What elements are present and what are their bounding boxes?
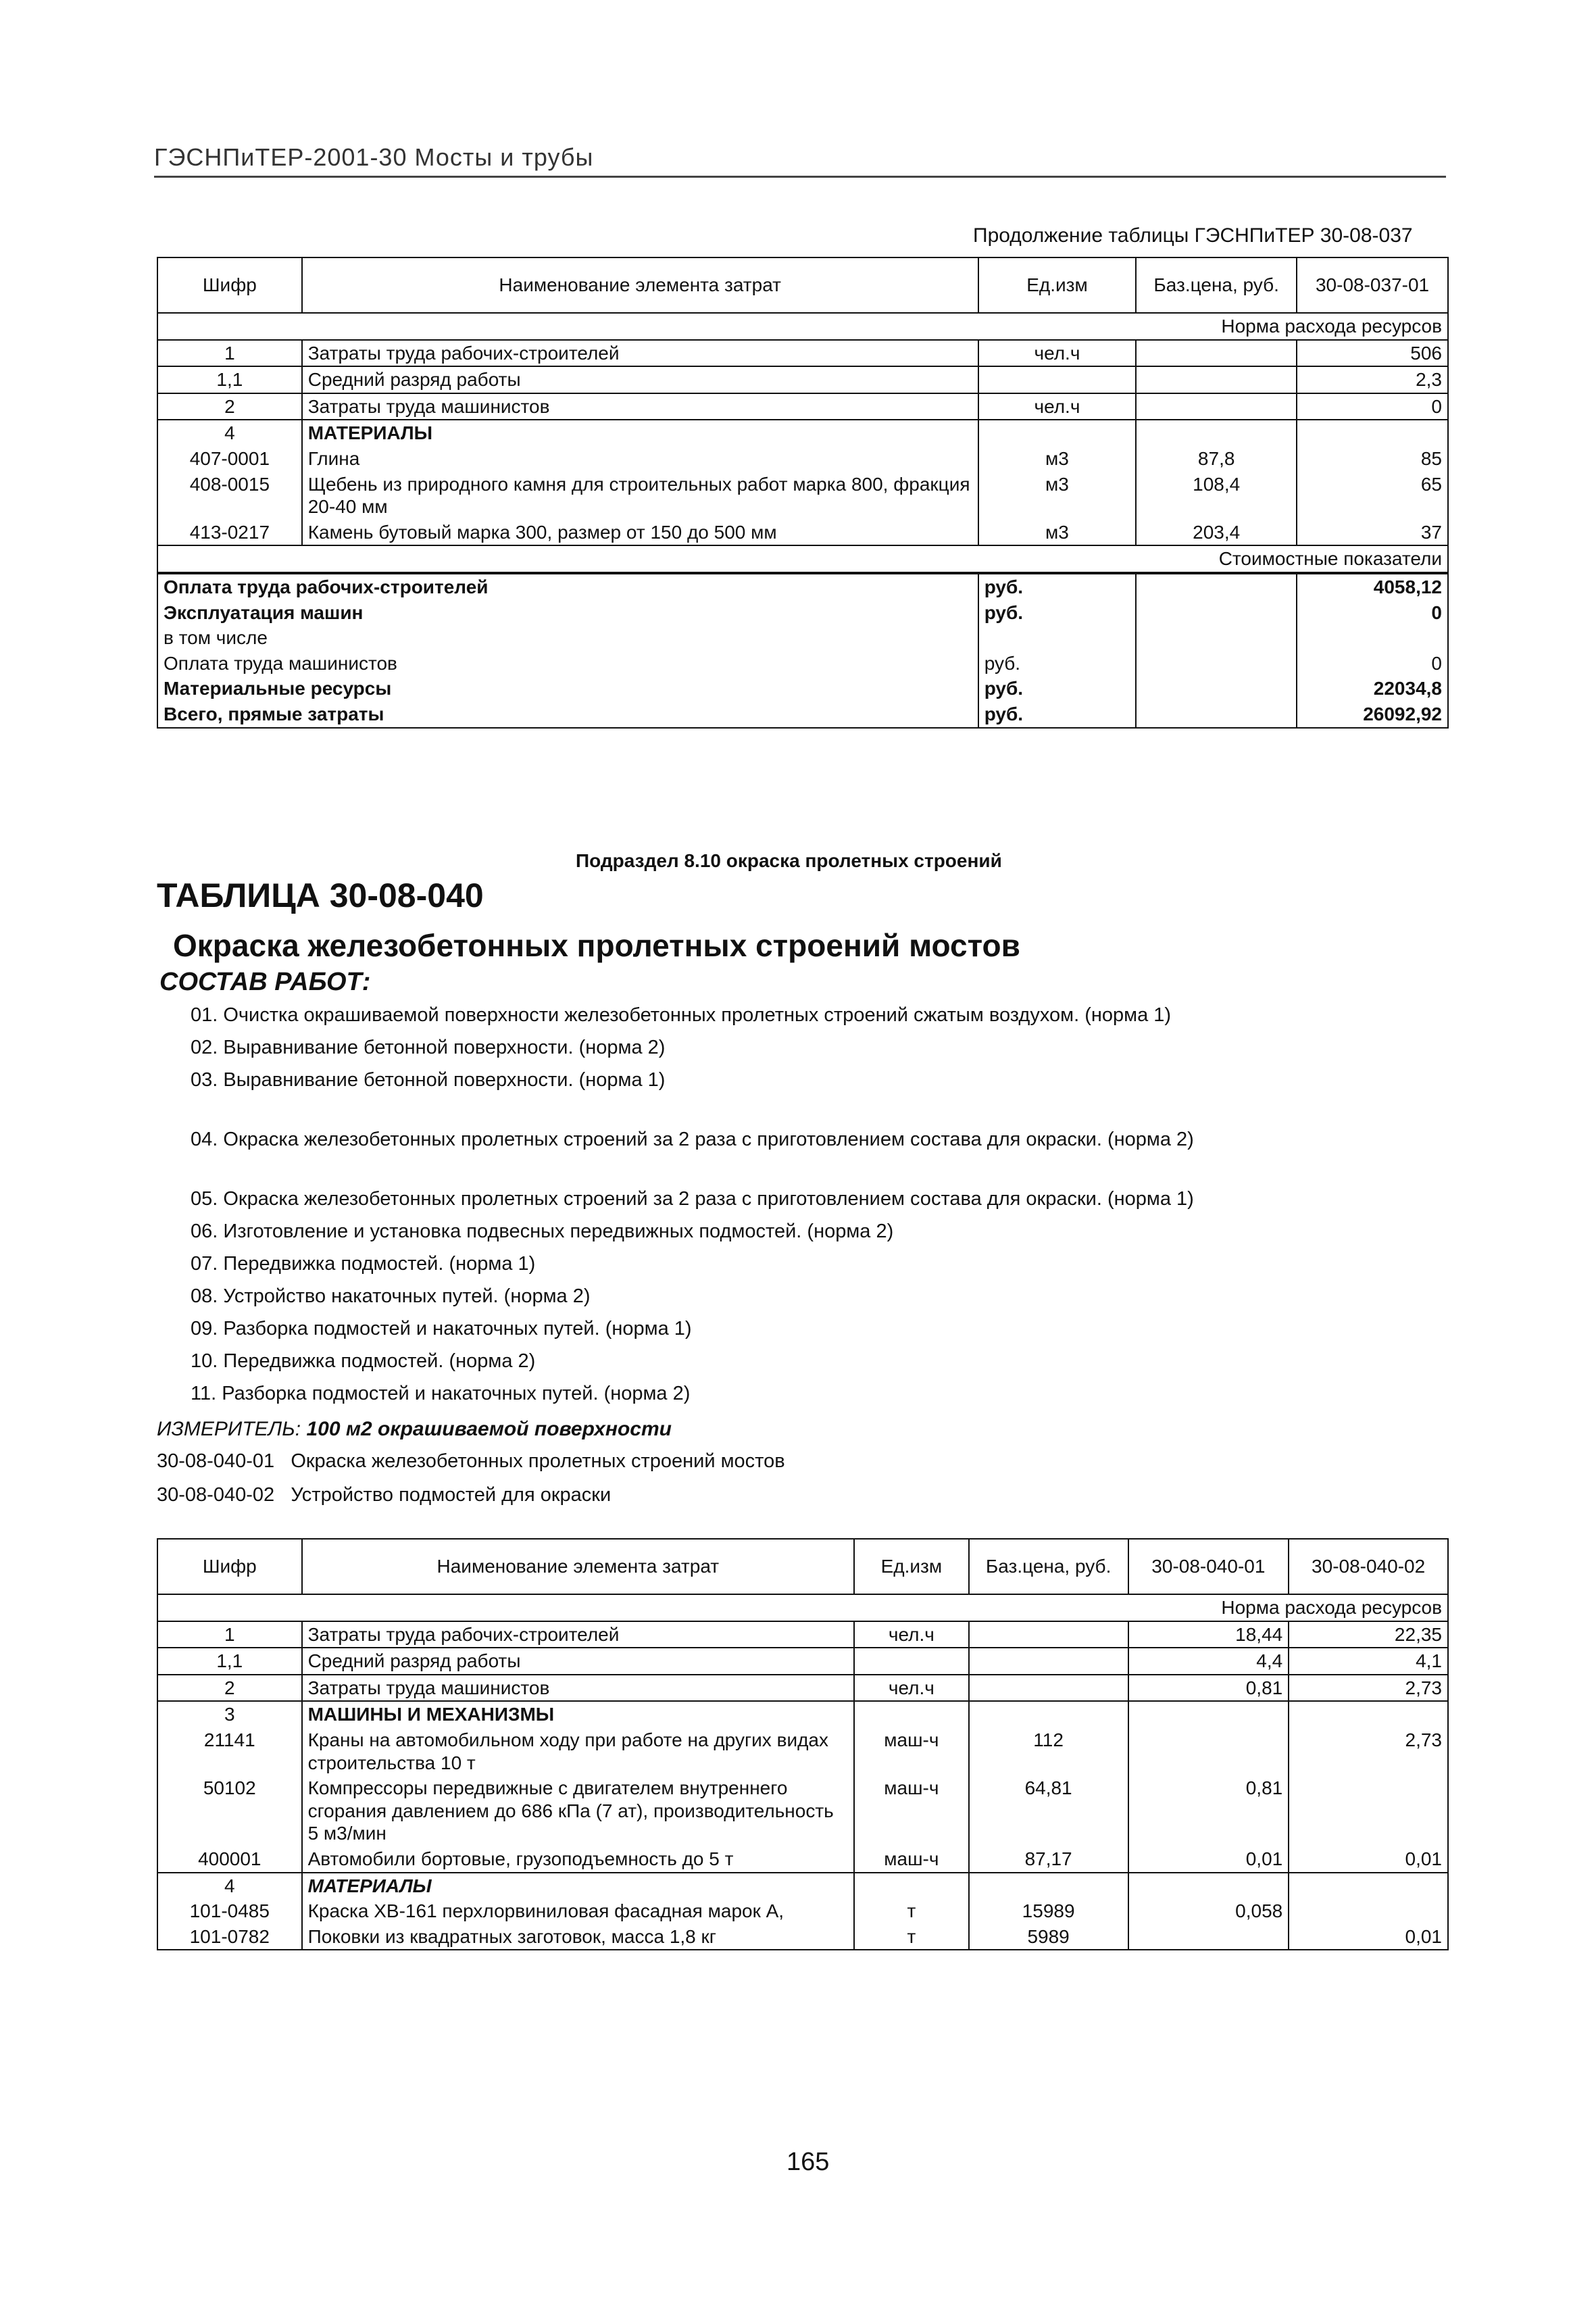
row-unit: м3 xyxy=(978,472,1137,520)
row-unit: чел.ч xyxy=(978,340,1137,367)
cost-value: 26092,92 xyxy=(1297,701,1448,728)
row-unit xyxy=(854,1648,969,1675)
row-value xyxy=(1128,1727,1289,1775)
row-value xyxy=(1289,1701,1448,1727)
row-code: 101-0485 xyxy=(157,1898,302,1924)
running-header: ГЭСНПиТЕР-2001-30 Мосты и трубы xyxy=(154,143,594,171)
row-unit: чел.ч xyxy=(978,393,1137,420)
row-value xyxy=(1289,1775,1448,1846)
cost-price xyxy=(1136,676,1297,701)
row-code: 1,1 xyxy=(157,1648,302,1675)
row-value: 2,73 xyxy=(1289,1727,1448,1775)
column-header: 30-08-040-02 xyxy=(1289,1539,1448,1594)
column-header: Ед.изм xyxy=(854,1539,969,1594)
row-price xyxy=(1136,340,1297,367)
row-value: 2,73 xyxy=(1289,1675,1448,1702)
row-name: МАТЕРИАЛЫ xyxy=(302,1873,854,1899)
cost-price xyxy=(1136,625,1297,651)
column-header: Наименование элемента затрат xyxy=(302,257,978,313)
row-unit: чел.ч xyxy=(854,1675,969,1702)
row-price xyxy=(1136,420,1297,446)
row-unit: т xyxy=(854,1898,969,1924)
row-price xyxy=(969,1701,1128,1727)
cost-price xyxy=(1136,600,1297,626)
row-unit xyxy=(854,1873,969,1899)
row-value: 37 xyxy=(1297,520,1448,546)
table-row xyxy=(157,1727,1448,1775)
row-price xyxy=(1136,366,1297,393)
row-price xyxy=(1136,393,1297,420)
row-price xyxy=(969,1675,1128,1702)
row-value xyxy=(1297,420,1448,446)
cost-name: Оплата труда машинистов xyxy=(157,651,978,676)
table-row xyxy=(157,1648,1448,1675)
row-unit: м3 xyxy=(978,446,1137,472)
norm-code: 30-08-040-01 xyxy=(157,1450,275,1472)
row-value: 0,01 xyxy=(1289,1924,1448,1950)
norm-header: Норма расхода ресурсов xyxy=(157,1594,1448,1621)
row-name: Средний разряд работы xyxy=(302,366,978,393)
cost-price xyxy=(1136,651,1297,676)
row-price xyxy=(969,1873,1128,1899)
row-price: 87,17 xyxy=(969,1846,1128,1873)
row-value xyxy=(1128,1873,1289,1899)
cost-value: 4058,12 xyxy=(1297,573,1448,600)
row-price xyxy=(969,1621,1128,1648)
cost-value xyxy=(1297,625,1448,651)
row-price: 108,4 xyxy=(1136,472,1297,520)
cost-unit xyxy=(978,625,1137,651)
column-header: 30-08-040-01 xyxy=(1128,1539,1289,1594)
measure-label: ИЗМЕРИТЕЛЬ: xyxy=(157,1418,301,1440)
table-header-row xyxy=(157,257,1448,313)
row-unit: маш-ч xyxy=(854,1846,969,1873)
column-header: Шифр xyxy=(157,1539,302,1594)
row-value: 0 xyxy=(1297,393,1448,420)
list-item: 06. Изготовление и установка подвесных передвижных подмостей. (норма 2) xyxy=(191,1221,894,1242)
row-value xyxy=(1128,1924,1289,1950)
row-code: 400001 xyxy=(157,1846,302,1873)
row-code: 2 xyxy=(157,1675,302,1702)
list-item: 03. Выравнивание бетонной поверхности. (норма 1) xyxy=(191,1069,666,1091)
norm-item xyxy=(157,1450,785,1473)
row-unit: чел.ч xyxy=(854,1621,969,1648)
table-name: Окраска железобетонных пролетных строений мостов xyxy=(173,928,1020,963)
cost-price xyxy=(1136,573,1297,600)
table-row xyxy=(157,420,1448,446)
row-name: Щебень из природного камня для строительных работ марка 800, фракция 20-40 мм xyxy=(302,472,978,520)
list-item: 07. Передвижка подмостей. (норма 1) xyxy=(191,1253,536,1275)
norm-code: 30-08-040-02 xyxy=(157,1484,275,1506)
row-name: Затраты труда рабочих-строителей xyxy=(302,340,978,367)
table-row xyxy=(157,1775,1448,1846)
column-header: Ед.изм xyxy=(978,257,1137,313)
row-value xyxy=(1289,1898,1448,1924)
row-name: Компрессоры передвижные с двигателем внутреннего сгорания давлением до 686 кПа (7 ат), производительность 5 м3/мин xyxy=(302,1775,854,1846)
norm-header: Норма расхода ресурсов xyxy=(157,313,1448,340)
table-row xyxy=(157,1701,1448,1727)
cost-price xyxy=(1136,701,1297,728)
measure-line xyxy=(157,1418,672,1441)
row-name: Краска ХВ-161 перхлорвиниловая фасадная марок А, xyxy=(302,1898,854,1924)
table-row xyxy=(157,1675,1448,1702)
row-code: 407-0001 xyxy=(157,446,302,472)
row-code: 3 xyxy=(157,1701,302,1727)
cost-row xyxy=(157,600,1448,626)
cost-header: Стоимостные показатели xyxy=(157,545,1448,573)
section-header-row xyxy=(157,545,1448,573)
norm-item xyxy=(157,1484,611,1506)
cost-row xyxy=(157,676,1448,701)
list-item: 10. Передвижка подмостей. (норма 2) xyxy=(191,1350,536,1372)
row-code: 101-0782 xyxy=(157,1924,302,1950)
cost-unit: руб. xyxy=(978,600,1137,626)
row-value: 2,3 xyxy=(1297,366,1448,393)
cost-unit: руб. xyxy=(978,676,1137,701)
cost-name: Оплата труда рабочих-строителей xyxy=(157,573,978,600)
list-item: 04. Окраска железобетонных пролетных строений за 2 раза с приготовлением состава для окраски. (норма 2) xyxy=(191,1129,1194,1150)
row-unit xyxy=(978,366,1137,393)
composition-label: СОСТАВ РАБОТ: xyxy=(159,968,371,996)
section-header-row xyxy=(157,313,1448,340)
table-row xyxy=(157,520,1448,546)
table-row xyxy=(157,1846,1448,1873)
row-name: Затраты труда машинистов xyxy=(302,1675,854,1702)
row-code: 4 xyxy=(157,1873,302,1899)
row-name: Камень бутовый марка 300, размер от 150 до 500 мм xyxy=(302,520,978,546)
table-continuation-caption: Продолжение таблицы ГЭСНПиТЕР 30-08-037 xyxy=(973,224,1413,247)
page-number: 165 xyxy=(787,2148,830,2176)
table-row xyxy=(157,1924,1448,1950)
row-value: 0,058 xyxy=(1128,1898,1289,1924)
table-row xyxy=(157,393,1448,420)
cost-row xyxy=(157,701,1448,728)
row-price: 112 xyxy=(969,1727,1128,1775)
column-header: Баз.цена, руб. xyxy=(969,1539,1128,1594)
cost-value: 0 xyxy=(1297,651,1448,676)
row-value: 0,01 xyxy=(1289,1846,1448,1873)
row-code: 1 xyxy=(157,340,302,367)
table-row xyxy=(157,1898,1448,1924)
row-value xyxy=(1289,1873,1448,1899)
subsection-title: Подраздел 8.10 окраска пролетных строений xyxy=(576,850,1002,871)
table-number: ТАБЛИЦА 30-08-040 xyxy=(157,877,484,914)
norm-name: Устройство подмостей для окраски xyxy=(291,1484,612,1506)
resource-table-30-08-040 xyxy=(157,1538,1449,1950)
cost-name: Материальные ресурсы xyxy=(157,676,978,701)
cost-value: 0 xyxy=(1297,600,1448,626)
section-header-row xyxy=(157,1594,1448,1621)
row-price: 5989 xyxy=(969,1924,1128,1950)
table-row xyxy=(157,446,1448,472)
row-name: Поковки из квадратных заготовок, масса 1,8 кг xyxy=(302,1924,854,1950)
row-value: 65 xyxy=(1297,472,1448,520)
header-divider xyxy=(154,176,1446,178)
row-code: 413-0217 xyxy=(157,520,302,546)
list-item: 11. Разборка подмостей и накаточных путей. (норма 2) xyxy=(191,1383,691,1404)
row-unit xyxy=(978,420,1137,446)
cost-row xyxy=(157,573,1448,600)
cost-unit: руб. xyxy=(978,573,1137,600)
row-name: Краны на автомобильном ходу при работе на других видах строительства 10 т xyxy=(302,1727,854,1775)
row-unit xyxy=(854,1701,969,1727)
cost-value: 22034,8 xyxy=(1297,676,1448,701)
list-item: 09. Разборка подмостей и накаточных путей. (норма 1) xyxy=(191,1318,692,1339)
row-name: Затраты труда машинистов xyxy=(302,393,978,420)
row-value: 4,4 xyxy=(1128,1648,1289,1675)
table-row xyxy=(157,366,1448,393)
row-value: 506 xyxy=(1297,340,1448,367)
row-code: 1,1 xyxy=(157,366,302,393)
measure-value: 100 м2 окрашиваемой поверхности xyxy=(306,1418,672,1440)
row-value: 22,35 xyxy=(1289,1621,1448,1648)
row-name: Затраты труда рабочих-строителей xyxy=(302,1621,854,1648)
table-row xyxy=(157,1873,1448,1899)
table-row xyxy=(157,472,1448,520)
cost-name: Всего, прямые затраты xyxy=(157,701,978,728)
list-item: 01. Очистка окрашиваемой поверхности железобетонных пролетных строений сжатым воздухом. (норма 1) xyxy=(191,1004,1172,1026)
cost-unit: руб. xyxy=(978,701,1137,728)
table-row xyxy=(157,1621,1448,1648)
row-name: МАТЕРИАЛЫ xyxy=(302,420,978,446)
cost-unit: руб. xyxy=(978,651,1137,676)
row-unit: т xyxy=(854,1924,969,1950)
row-name: Средний разряд работы xyxy=(302,1648,854,1675)
row-value: 0,81 xyxy=(1128,1675,1289,1702)
row-unit: маш-ч xyxy=(854,1727,969,1775)
column-header: Баз.цена, руб. xyxy=(1136,257,1297,313)
column-header: Шифр xyxy=(157,257,302,313)
norm-name: Окраска железобетонных пролетных строений мостов xyxy=(291,1450,785,1472)
row-price: 15989 xyxy=(969,1898,1128,1924)
row-value xyxy=(1128,1701,1289,1727)
row-name: Глина xyxy=(302,446,978,472)
list-item: 02. Выравнивание бетонной поверхности. (норма 2) xyxy=(191,1037,666,1058)
row-code: 21141 xyxy=(157,1727,302,1775)
list-item: 08. Устройство накаточных путей. (норма 2) xyxy=(191,1285,591,1307)
row-unit: маш-ч xyxy=(854,1775,969,1846)
row-name: Автомобили бортовые, грузоподъемность до 5 т xyxy=(302,1846,854,1873)
column-header: Наименование элемента затрат xyxy=(302,1539,854,1594)
row-name: МАШИНЫ И МЕХАНИЗМЫ xyxy=(302,1701,854,1727)
row-unit: м3 xyxy=(978,520,1137,546)
row-code: 1 xyxy=(157,1621,302,1648)
cost-row xyxy=(157,625,1448,651)
table-row xyxy=(157,340,1448,367)
row-value: 18,44 xyxy=(1128,1621,1289,1648)
row-price: 203,4 xyxy=(1136,520,1297,546)
list-item: 05. Окраска железобетонных пролетных строений за 2 раза с приготовлением состава для окраски. (норма 1) xyxy=(191,1188,1194,1210)
row-code: 4 xyxy=(157,420,302,446)
row-value: 0,01 xyxy=(1128,1846,1289,1873)
row-price xyxy=(969,1648,1128,1675)
cost-row xyxy=(157,651,1448,676)
row-value: 85 xyxy=(1297,446,1448,472)
row-price: 64,81 xyxy=(969,1775,1128,1846)
resource-table-30-08-037 xyxy=(157,257,1449,729)
cost-name: в том числе xyxy=(157,625,978,651)
row-value: 0,81 xyxy=(1128,1775,1289,1846)
row-code: 2 xyxy=(157,393,302,420)
cost-name: Эксплуатация машин xyxy=(157,600,978,626)
row-code: 50102 xyxy=(157,1775,302,1846)
row-value: 4,1 xyxy=(1289,1648,1448,1675)
row-price: 87,8 xyxy=(1136,446,1297,472)
column-header: 30-08-037-01 xyxy=(1297,257,1448,313)
table-header-row xyxy=(157,1539,1448,1594)
row-code: 408-0015 xyxy=(157,472,302,520)
